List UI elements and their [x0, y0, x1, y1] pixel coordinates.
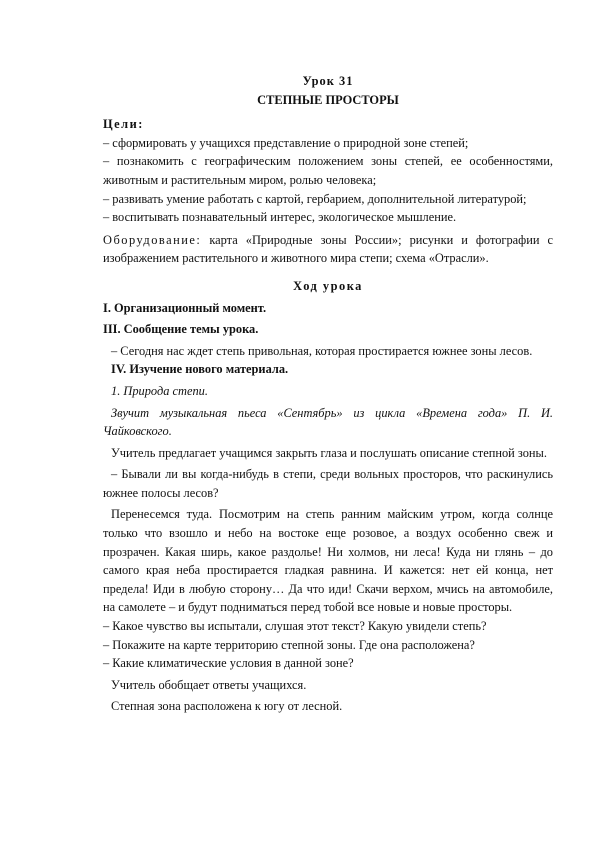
lesson-content	[103, 72, 553, 716]
equipment-text: карта «Природные зоны России»; рисунки и фотографии с изображением растительного и животного мира степи; схема «Отрасли».	[103, 232, 553, 266]
stage-text: – Сегодня нас ждет степь привольная, которая простирается южнее зоны лесов.	[111, 343, 533, 358]
goal-item: – воспитывать познавательный интерес, экологическое мышление.	[103, 210, 457, 225]
question-item: – Какие климатические условия в данной зоне?	[103, 656, 354, 671]
equipment-label: Оборудование:	[103, 232, 202, 247]
goal-item: – развивать умение работать с картой, гербарием, дополнительной литературой;	[103, 191, 527, 206]
question-item: – Покажите на карте территорию степной зоны. Где она расположена?	[103, 637, 475, 652]
body-paragraph: Учитель предлагает учащимся закрыть глаза и послушать описание степной зоны.	[111, 445, 547, 460]
goal-item: – познакомить с географическим положением зоны степей, ее особенностями, животным и растительным миром, ролью человека;	[103, 154, 553, 187]
subsection-heading: 1. Природа степи.	[111, 383, 208, 398]
question-item: – Какое чувство вы испытали, слушая этот текст? Какую увидели степь?	[103, 619, 487, 634]
body-paragraph: – Бывали ли вы когда-нибудь в степи, среди вольных просторов, что раскинулись южнее полосы лесов?	[103, 467, 553, 500]
stage-heading: I. Организационный момент.	[103, 300, 267, 315]
lesson-number: Урок 31	[302, 74, 354, 88]
music-note: Звучит музыкальная пьеса «Сентябрь» из цикла «Времена года» П. И. Чайковского.	[103, 405, 553, 439]
stage-heading: IV. Изучение нового материала.	[111, 362, 289, 377]
progress-heading: Ход урока	[293, 278, 363, 293]
lesson-title: СТЕПНЫЕ ПРОСТОРЫ	[257, 92, 399, 107]
equipment-paragraph	[103, 231, 553, 268]
stage-heading: III. Сообщение темы урока.	[103, 322, 259, 337]
closing-line: Учитель обобщает ответы учащихся.	[111, 677, 307, 692]
goal-item: – сформировать у учащихся представление о природной зоне степей;	[103, 135, 469, 150]
closing-line: Степная зона расположена к югу от лесной.	[111, 699, 343, 714]
goals-heading: Цели:	[103, 117, 144, 132]
body-paragraph: Перенесемся туда. Посмотрим на степь ранним майским утром, когда солнце только что взошло и небо на востоке еще розовое, а воздух особенно свеж и прозрачен. Какая ширь, какое раздолье! Ни холмов, ни леса! Куда ни глянь – до самого края неба простирается гладкая равнина. И кажется: нет ей конца, нет предела! Иди в любую сторону… Да что иди! Скачи верхом, мчись на автомобиле, на самолете – и будут подниматься перед тобой все новые и новые просторы.	[103, 507, 553, 615]
